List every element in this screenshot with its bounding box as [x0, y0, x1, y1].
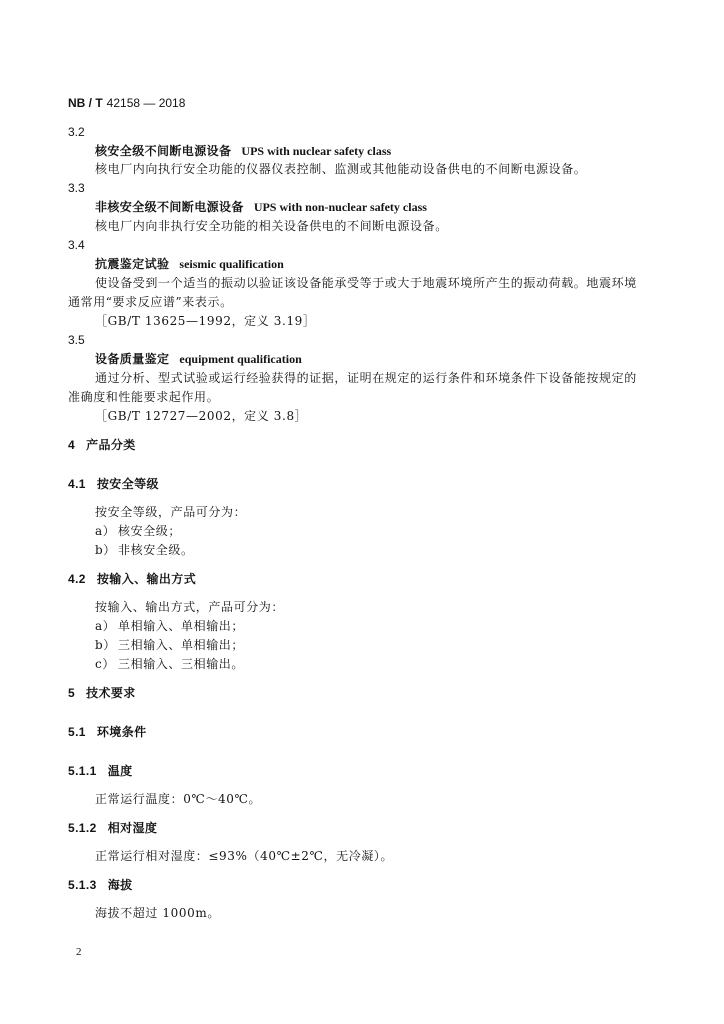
term-definition: 通过分析、型式试验或运行经验获得的证据，证明在规定的运行条件和环境条件下设备能按规定的 [95, 371, 637, 385]
term-en: equipment qualification [179, 352, 302, 366]
term-number: 3.3 [68, 181, 85, 195]
term-en: seismic qualification [179, 257, 284, 271]
term-definition: 通常用“要求反应谱”来表示。 [68, 295, 233, 309]
clause-number: 5.1.2 [68, 821, 97, 835]
section-number: 4 [68, 438, 76, 452]
term-en: UPS with non-nuclear safety class [253, 200, 427, 214]
list-marker: a） [95, 524, 116, 538]
clause-text: 正常运行相对湿度：≤93%（40℃±2℃，无冷凝）。 [95, 849, 394, 863]
list-item-text: 三相输入、三相输出。 [118, 657, 245, 671]
term-heading [95, 200, 427, 214]
list-item [95, 638, 244, 652]
subsection-number: 4.2 [68, 572, 86, 586]
clause-number: 5.1.3 [68, 878, 97, 892]
list-marker: b） [95, 543, 116, 557]
page-number: 2 [76, 946, 82, 958]
term-heading [95, 144, 391, 158]
clause-text: 海拔不超过 1000m。 [95, 906, 220, 920]
clause-heading [68, 878, 133, 892]
section-title: 产品分类 [86, 438, 136, 452]
clause-title: 海拔 [107, 878, 133, 892]
term-definition: 使设备受到一个适当的振动以验证该设备能承受等于或大于地震环境所产生的振动荷载。地震环境 [95, 276, 637, 290]
clause-heading [68, 764, 133, 778]
subsection-number: 4.1 [68, 477, 86, 491]
list-item-text: 三相输入、单相输出； [118, 638, 245, 652]
term-definition: 核电厂内向非执行安全功能的相关设备供电的不间断电源设备。 [95, 219, 448, 233]
list-item [95, 524, 181, 538]
term-zh: 设备质量鉴定 [95, 352, 170, 366]
subsection-heading [68, 725, 147, 739]
subsection-intro: 按输入、输出方式，产品可分为： [95, 600, 285, 614]
list-item [95, 657, 244, 671]
clause-title: 温度 [107, 764, 133, 778]
subsection-number: 5.1 [68, 725, 86, 739]
clause-heading [68, 821, 157, 835]
standard-code: NB / T [68, 96, 103, 110]
list-marker: c） [95, 657, 115, 671]
term-number: 3.2 [68, 125, 85, 139]
section-number: 5 [68, 686, 76, 700]
term-zh: 抗震鉴定试验 [95, 257, 170, 271]
clause-title: 相对湿度 [107, 821, 158, 835]
running-header [68, 96, 185, 110]
subsection-title: 按安全等级 [96, 477, 159, 491]
subsection-intro: 按安全等级，产品可分为： [95, 505, 247, 519]
term-definition: 准确度和性能要求起作用。 [68, 390, 220, 404]
term-zh: 非核安全级不间断电源设备 [95, 200, 244, 214]
term-definition: 核电厂内向执行安全功能的仪器仪表控制、监测或其他能动设备供电的不间断电源设备。 [95, 162, 587, 176]
section-title: 技术要求 [86, 686, 136, 700]
section-heading [68, 686, 136, 700]
term-number: 3.4 [68, 238, 85, 252]
term-heading [95, 257, 284, 271]
standard-number: 42158 — 2018 [106, 96, 186, 110]
clause-number: 5.1.1 [68, 764, 97, 778]
clause-text: 正常运行温度：0℃～40℃。 [95, 792, 262, 806]
list-item-text: 核安全级； [118, 524, 182, 538]
term-number: 3.5 [68, 333, 85, 347]
list-marker: a） [95, 619, 116, 633]
list-marker: b） [95, 638, 116, 652]
subsection-heading [68, 572, 196, 586]
term-en: UPS with nuclear safety class [241, 144, 392, 158]
list-item [95, 619, 244, 633]
term-source: ［GB/T 13625—1992，定义 3.19］ [95, 314, 316, 328]
subsection-heading [68, 477, 159, 491]
term-source: ［GB/T 12727—2002，定义 3.8］ [95, 409, 308, 423]
section-heading [68, 438, 136, 452]
subsection-title: 按输入、输出方式 [96, 572, 197, 586]
list-item [95, 543, 194, 557]
subsection-title: 环境条件 [96, 725, 147, 739]
term-heading [95, 352, 302, 366]
list-item-text: 非核安全级。 [118, 543, 194, 557]
term-zh: 核安全级不间断电源设备 [95, 144, 232, 158]
list-item-text: 单相输入、单相输出； [118, 619, 245, 633]
